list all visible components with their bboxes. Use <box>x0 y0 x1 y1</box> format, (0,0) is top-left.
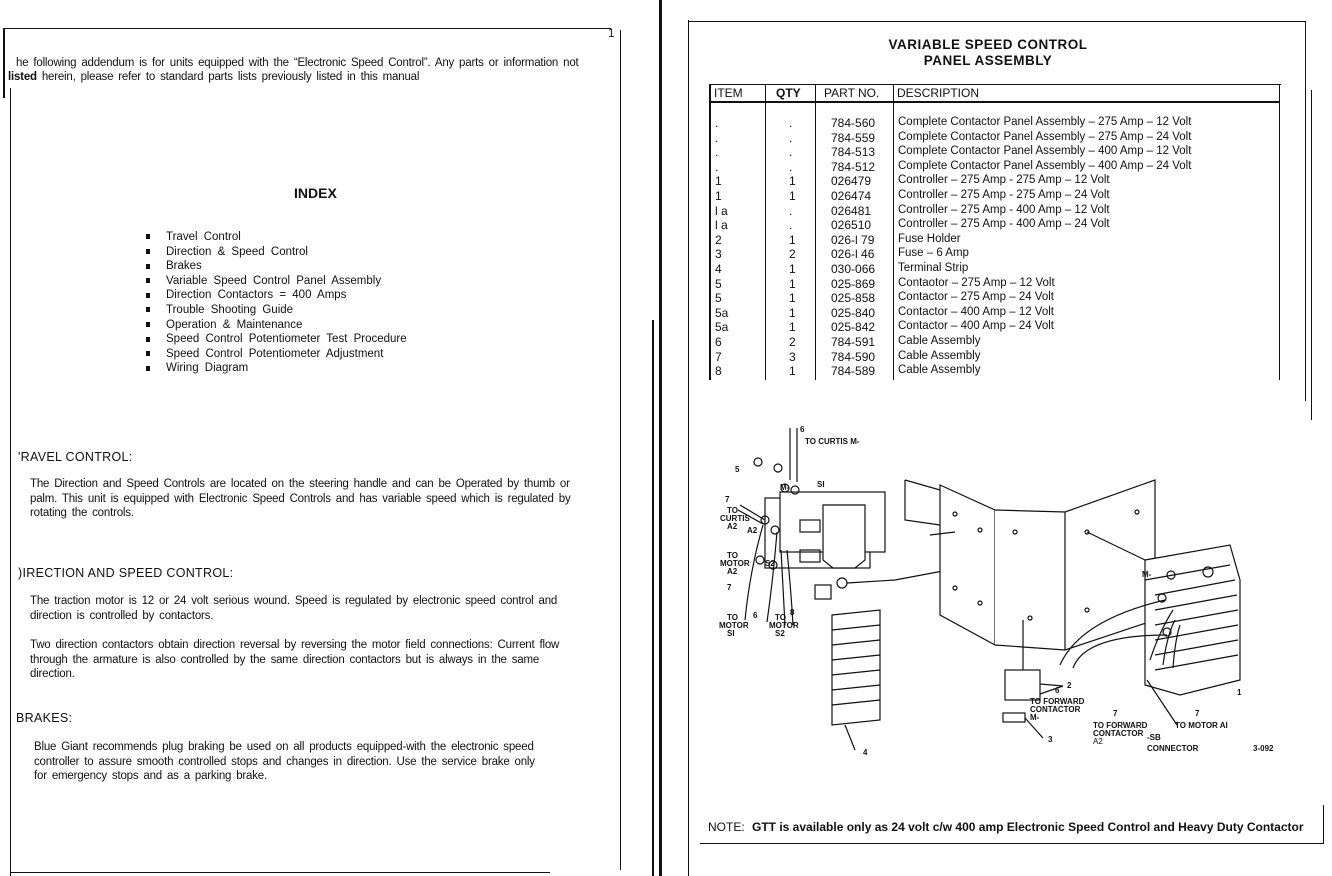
table-row <box>709 306 1279 321</box>
figure-number: 3-092 <box>1253 744 1274 753</box>
label-to-forward-contactor-m: M- <box>1030 713 1040 722</box>
item-cell: . <box>715 159 719 174</box>
label-to-curtis-a2: CURTIS <box>720 514 750 523</box>
table-header-divider <box>709 101 1279 103</box>
index-title: INDEX <box>294 185 337 201</box>
table-top-border <box>709 84 1281 85</box>
label-s1: SI <box>817 480 825 489</box>
bullet-icon <box>146 366 150 371</box>
item-cell: 1 <box>715 174 722 189</box>
qty-cell: . <box>789 218 793 233</box>
diagram-callout-8: 8 <box>790 608 795 617</box>
part-no-cell: 784-590 <box>831 349 876 364</box>
label-to-motor-s2: TO <box>775 613 786 622</box>
section-heading: BRAKES: <box>16 711 73 725</box>
paragraph-line: The Direction and Speed Controls are located on the steering handle and can be Operated by thumb or <box>30 478 570 490</box>
index-item-label: Brakes <box>166 260 202 273</box>
table-row <box>709 189 1279 204</box>
part-no-cell: 784-512 <box>831 159 876 174</box>
label-to-curtis-m: TO CURTIS M- <box>805 437 860 446</box>
table-row <box>709 204 1279 219</box>
qty-cell: 1 <box>789 174 796 189</box>
paragraph-line: The traction motor is 12 or 24 volt serious wound. Speed is regulated by electronic speed control and <box>30 595 558 607</box>
index-item-label: Variable Speed Control Panel Assembly <box>166 274 382 287</box>
bullet-icon <box>146 264 150 269</box>
header-part-no: PART NO. <box>824 86 880 100</box>
table-row <box>709 160 1279 175</box>
description-cell: Controller – 275 Amp - 400 Amp – 12 Volt <box>898 203 1110 216</box>
part-no-cell: 025-858 <box>831 291 876 306</box>
qty-cell: 1 <box>789 320 796 335</box>
diagram-callout-6: 6 <box>800 425 805 434</box>
left-page-left-border <box>10 88 11 876</box>
qty-cell: 1 <box>789 305 796 320</box>
part-no-cell: 784-560 <box>831 116 876 130</box>
description-cell: Contactor – 275 Amp – 24 Volt <box>898 291 1054 304</box>
item-cell: . <box>715 145 719 160</box>
item-cell: 8 <box>715 364 722 379</box>
description-cell: Complete Contactor Panel Assembly – 400 Amp – 12 Volt <box>898 145 1192 158</box>
paragraph-line: direction is controlled by contactors. <box>30 609 214 622</box>
part-no-cell: 025-840 <box>831 305 876 320</box>
part-no-cell: 784-589 <box>831 364 876 379</box>
table-row <box>709 218 1279 233</box>
parts-table <box>709 84 1281 380</box>
left-page-bottom-border <box>10 872 550 873</box>
index-item <box>146 260 202 272</box>
qty-cell: 1 <box>789 232 796 247</box>
label-to-motor-s1: MOTOR <box>719 621 749 630</box>
item-cell: 1 <box>715 189 722 203</box>
index-item <box>146 289 346 301</box>
table-row <box>709 247 1279 262</box>
index-item <box>146 319 302 331</box>
note <box>708 820 1304 834</box>
qty-cell: 1 <box>789 262 796 276</box>
qty-cell: . <box>789 203 793 218</box>
diagram-callout-7: 7 <box>1113 709 1118 718</box>
header-qty: QTY <box>776 86 801 100</box>
intro-line-1: he following addendum is for units equipped with the “Electronic Speed Control”. Any parts or information not <box>16 57 579 69</box>
bullet-icon <box>146 351 150 356</box>
paragraph-line: palm. This unit is equipped with Electronic Speed Controls and has variable speed which is regulated by <box>30 492 571 505</box>
item-cell: 6 <box>715 335 722 349</box>
item-cell: . <box>715 130 719 145</box>
panel-title-line-1: VARIABLE SPEED CONTROL <box>888 37 1088 52</box>
qty-cell: . <box>789 159 793 174</box>
bullet-icon <box>146 249 150 254</box>
qty-cell: 1 <box>789 364 796 379</box>
intro-line-2 <box>8 71 419 83</box>
label-to-motor-a2: A2 <box>727 567 738 576</box>
label-sb-connector: CONNECTOR <box>1147 744 1199 753</box>
description-cell: Cable Assembly <box>898 364 981 377</box>
label-to-motor-a1: TO MOTOR AI <box>1175 721 1228 730</box>
diagram-callout-7: 7 <box>1195 709 1200 718</box>
index-item <box>146 275 381 287</box>
table-row <box>709 131 1279 146</box>
diagram-callout-2: 2 <box>1067 681 1072 690</box>
index-item-label: Speed Control Potentiometer Test Procedure <box>166 333 407 346</box>
label-s2: S2 <box>765 559 775 568</box>
part-no-cell: 784-513 <box>831 145 876 160</box>
table-row <box>709 233 1279 248</box>
diagram-callout-1: 1 <box>1237 688 1242 697</box>
part-no-cell: 026-l 46 <box>831 247 875 262</box>
right-page-bottom-border <box>700 843 1324 844</box>
paragraph-line: controller to assure smooth controlled stops and changes in direction. Use the service brake only <box>34 755 535 768</box>
qty-cell: 3 <box>789 349 796 364</box>
diagram-callout-7: 7 <box>727 583 732 592</box>
right-page-right-border <box>1305 21 1306 401</box>
table-row <box>709 277 1279 292</box>
part-no-cell: 030-066 <box>831 262 876 276</box>
description-cell: Contaotor – 275 Amp – 12 Volt <box>898 276 1055 289</box>
bullet-icon <box>146 278 150 283</box>
description-cell: Controller – 275 Amp - 275 Amp – 24 Volt <box>898 189 1110 201</box>
item-cell: . <box>715 116 719 130</box>
gutter-line <box>659 0 662 876</box>
paragraph-line: Blue Giant recommends plug braking be used on all products equipped-with the electronic speed <box>34 741 534 753</box>
diagram-callout-6: 6 <box>753 611 758 620</box>
description-cell: Complete Contactor Panel Assembly – 400 Amp – 24 Volt <box>898 159 1192 172</box>
table-row <box>709 335 1279 350</box>
label-to-forward-contactor-m: CONTACTOR <box>1030 705 1081 714</box>
description-cell: Contactor – 400 Amp – 12 Volt <box>898 305 1054 318</box>
part-no-cell: 026481 <box>831 203 872 218</box>
section-heading: 'RAVEL CONTROL: <box>18 450 133 464</box>
bullet-icon <box>146 293 150 298</box>
label-to-motor-s2: MOTOR <box>769 621 799 630</box>
index-item <box>146 231 241 243</box>
label-sb-connector: -SB <box>1147 733 1161 742</box>
item-cell: 4 <box>715 262 722 276</box>
description-cell: Cable Assembly <box>898 349 981 362</box>
index-item <box>146 246 308 258</box>
part-no-cell: 026474 <box>831 189 872 203</box>
qty-cell: . <box>789 130 793 145</box>
table-row <box>709 174 1279 189</box>
diagram-callout-4: 4 <box>863 748 868 757</box>
table-row <box>709 350 1279 365</box>
table-row <box>709 116 1279 131</box>
right-page-left-border <box>688 20 689 876</box>
item-cell: 5a <box>715 305 729 320</box>
label-to-forward-contactor-a2: A2 <box>1093 737 1103 746</box>
part-no-cell: 025-869 <box>831 276 876 291</box>
label-to-forward-contactor-a2: CONTACTOR <box>1093 729 1144 738</box>
item-cell: 2 <box>715 232 722 247</box>
qty-cell: 2 <box>789 247 796 262</box>
paragraph-line: through the armature is also controlled by the same direction contactors but is always in the same <box>30 653 540 666</box>
table-row <box>709 291 1279 306</box>
bullet-icon <box>146 307 150 312</box>
description-cell: Controller – 275 Amp - 400 Amp – 24 Volt <box>898 218 1110 231</box>
table-row <box>709 145 1279 160</box>
left-page-left-border <box>3 28 5 98</box>
description-cell: Controller – 275 Amp - 275 Amp – 12 Volt <box>898 174 1110 187</box>
bullet-icon <box>146 337 150 342</box>
index-item-label: Wiring Diagram <box>166 362 249 375</box>
note-text: GTT is available only as 24 volt c/w 400 amp Electronic Speed Control and Heavy Duty Contactor <box>752 820 1304 834</box>
item-cell: 5a <box>715 320 729 335</box>
label-m-minus: M- <box>780 483 790 492</box>
item-cell: 5 <box>715 276 722 291</box>
description-cell: Complete Contactor Panel Assembly – 275 Amp – 24 Volt <box>898 130 1192 143</box>
label-to-forward-contactor-m: TO FORWARD <box>1030 697 1085 706</box>
label-to-forward-contactor-a2: TO FORWARD <box>1093 721 1148 730</box>
gutter-line <box>652 320 654 876</box>
paragraph-line: direction. <box>30 668 75 681</box>
index-item-label: Direction Contactors = 400 Amps <box>166 289 347 302</box>
paragraph-line: rotating the controls. <box>30 507 134 520</box>
index-item-label: Direction & Speed Control <box>166 245 308 258</box>
qty-cell: . <box>789 145 793 160</box>
right-page-right-border <box>1323 805 1324 843</box>
bullet-icon <box>146 322 150 327</box>
header-item: ITEM <box>714 86 743 100</box>
section-heading: )IRECTION AND SPEED CONTROL: <box>18 566 234 580</box>
table-row <box>709 364 1279 379</box>
panel-title-line-2: PANEL ASSEMBLY <box>923 53 1053 68</box>
label-to-curtis-a2: TO <box>727 506 738 515</box>
item-cell: 3 <box>715 247 722 262</box>
intro-bold-word: listed <box>8 71 37 83</box>
scan-edge-line <box>1311 90 1312 420</box>
note-prefix: NOTE: <box>708 820 745 834</box>
label-to-motor-a2: MOTOR <box>720 559 750 568</box>
label-m-minus-controller: M- <box>1142 570 1152 579</box>
item-cell: 7 <box>715 349 722 364</box>
description-cell: Terminal Strip <box>898 262 969 274</box>
index-item-label: Trouble Shooting Guide <box>166 304 294 316</box>
paragraph-line: Two direction contactors obtain direction reversal by reversing the motor field connections: Current flow <box>30 639 560 651</box>
table-row <box>709 320 1279 335</box>
part-no-cell: 784-559 <box>831 130 876 145</box>
diagram-callout-5: 5 <box>735 465 740 474</box>
diagram-drawing <box>738 428 1240 750</box>
item-cell: 5 <box>715 291 722 306</box>
diagram-callout-3: 3 <box>1048 735 1053 744</box>
intro-line-2-text: herein, please refer to standard parts lists previously listed in this manual <box>41 71 420 83</box>
label-to-motor-s1: TO <box>727 613 738 622</box>
part-no-cell: 026510 <box>831 218 872 233</box>
index-item <box>146 362 248 374</box>
label-to-motor-a2: TO <box>727 551 738 560</box>
part-no-cell: 026479 <box>831 174 872 189</box>
description-cell: Contactor – 400 Amp – 24 Volt <box>898 320 1054 333</box>
description-cell: Fuse – 6 Amp <box>898 247 969 260</box>
page-number: 1 <box>608 28 615 40</box>
part-no-cell: 026-l 79 <box>831 232 875 247</box>
item-cell: l a <box>715 203 728 218</box>
part-no-cell: 784-591 <box>831 335 876 349</box>
index-item-label: Travel Control <box>166 231 241 243</box>
qty-cell: 1 <box>789 291 796 306</box>
paragraph-line: for emergency stops and as a parking brake. <box>34 770 267 783</box>
header-description: DESCRIPTION <box>897 86 980 100</box>
item-cell: l a <box>715 218 728 233</box>
index-item <box>146 304 293 316</box>
qty-cell: 1 <box>789 189 796 203</box>
diagram-callout-6: 6 <box>1055 686 1060 695</box>
left-page-top-border <box>3 28 611 29</box>
exploded-assembly-diagram <box>705 420 1285 770</box>
description-cell: Fuse Holder <box>898 232 961 245</box>
bullet-icon <box>146 234 150 239</box>
label-to-curtis-a2: A2 <box>727 522 738 531</box>
label-a2: A2 <box>747 526 758 535</box>
table-row <box>709 262 1279 277</box>
index-item <box>146 333 407 345</box>
table-right-border <box>1279 84 1280 380</box>
label-to-motor-s2: S2 <box>775 629 785 638</box>
qty-cell: 1 <box>789 276 796 291</box>
index-item-label: Speed Control Potentiometer Adjustment <box>166 347 384 360</box>
right-page-top-border <box>688 21 1306 22</box>
label-to-motor-s1: SI <box>727 629 735 638</box>
index-item <box>146 348 383 360</box>
index-item-label: Operation & Maintenance <box>166 318 303 331</box>
qty-cell: 2 <box>789 335 796 349</box>
part-no-cell: 025-842 <box>831 320 876 335</box>
qty-cell: . <box>789 116 793 130</box>
description-cell: Complete Contactor Panel Assembly – 275 Amp – 12 Volt <box>898 116 1192 128</box>
description-cell: Cable Assembly <box>898 335 981 347</box>
diagram-callout-7: 7 <box>725 495 730 504</box>
left-page-right-border <box>620 30 621 870</box>
